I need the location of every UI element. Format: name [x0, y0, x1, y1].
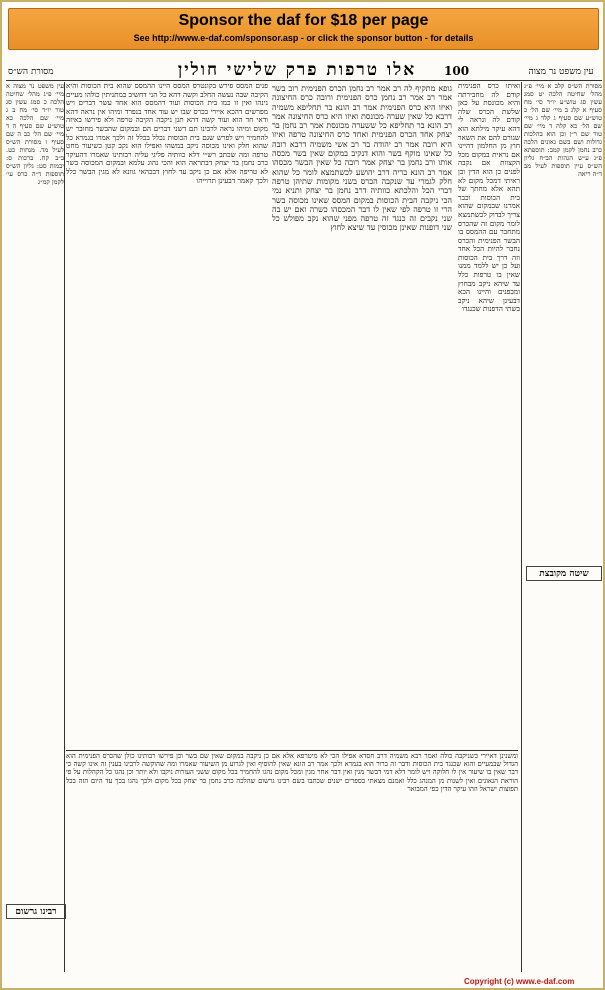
sponsor-banner[interactable] — [8, 8, 599, 50]
rabbeinu-gershom-heading: רבינו גרשום — [6, 904, 66, 919]
copyright-link[interactable]: Copyright (c) www.e-daf.com — [464, 977, 575, 986]
runhead-left: מסורת הש״ס — [8, 67, 54, 77]
divider-left-margin — [64, 82, 65, 972]
left-margin-notes: עין משפט נר מצוה א מיי׳ פ״ג מהל׳ שחיטה הלכה כ סמג עשין סג טור יו״ד סי׳ מח ב ג מיי׳ שם הלכה כא טוש״ע שם סעיף ה ד מיי׳ שם הל׳ כב ה שם סעיף ו מסורת הש״ס לעיל מד. מנחות כט. ב״ב קח. ברכות ס: יבמות סט: גליון הש״ס תוספות ד״ה כרס עי׳ לקמן קמ״ג — [6, 82, 64, 186]
right-margin-notes: מסורת הש״ס קלב א מיי׳ פ״ג מהל׳ שחיטה הלכה יט סמג עשין סג טוש״ע יו״ד סי׳ מח סעיף א קלג ב מיי׳ שם הל׳ כ טוש״ע שם סעיף ג קלד ג מיי׳ שם הל׳ כא קלה ד מיי׳ שם טור שם ר״ן וכן הוא בהלכות גדולות ושם בשם גאונים הלכה כרב נחמן לקמן קמב: תוספתא פ״ג ע״ש הגהות הב״ח גליון הש״ס עיין תוספות לעיל מב ד״ה ריאה — [524, 82, 602, 178]
runhead-right: עין משפט נר מצוה — [528, 67, 594, 77]
shita-mekubetzet-heading: שיטה מקובצת — [526, 566, 602, 581]
chapter-header: אלו טרפות פרק שלישי חולין — [177, 60, 417, 80]
sponsor-banner-title[interactable]: Sponsor the daf for $18 per page — [178, 12, 429, 29]
page-number: 100 — [444, 64, 470, 78]
rashi-commentary: ואיתו כרס הפנימית קודם לה מחבירתה והיא מכונסת על כאן שלשת הכרס שלה קודם לה ונראה לי דהא עיקר מילתא הוא שגורם להם את השאר חוץ מן החלמון דהיינו אם נראית במקום מכל הקצוות אם נקבה לפנים כן הוא הדין וכן ראיתי דמכל מקום לא תהא אלא מחתך של בית הכוסות וכבר אמרנו שבמקום שהוא צריך לבדוק לכשתמצא לומר מקום זה שהכרס מתחבר עם ההמסס בו הבשר הפנימית והכרס נחבר להיות הכל אחד וזה דרך בית הכוסות ועל כן יש ללמד ממנו שאין בו טרפות כלל עד שיהא ניקב מבחוץ ומבפנים והיינו הכא דבעינן שיהא ניקב בשתי הדפנות שכנגדו — [458, 82, 520, 314]
divider-right-margin — [521, 82, 522, 972]
bottom-commentary: ומשנינן דאיירי כשניקבה כולה ואמר רבא משמיה דרב חסדא אפילו הכי לא מיטרפא אלא אם כן ניקבה במקום שאין שם בשר וכן פירשו רבותינו כולן שהכרס הפנימית הוא הגדול שבמעיים והוא שכנגד בית הכוסות ודבר זה ברור הוא בגמרא ולכך אמר רב הונא שאין להוסיף ואין לגרוע מן השיעור שאמרו ומה שהוקשה לרבינו בענין זה אינו קשה כי דבר שאין בו שיעור אין לו חלוקה ויש לומר דלא דמי דבשר מגין ואין דבר אחר מגין ומכל מקום נהגו להחמיר בכל מקום ששני העורות ניקבו ולא יותר וכן נהגו כל הקהלות על פי הוראת הגאונים ואין לשנות מן המנהג כלל ואמנם מצאתי בספרים ישנים שכתבו בשם רבינו גרשום שהלכה כרב נחמן בר יצחק בכל מקום ולכך נהגו בכך עד היום הזה בכל תפוצות ישראל וזהו עיקר הדין כפי המבואר — [66, 752, 518, 793]
tosafot-commentary: פנים המסס פירש בקונטרס המסס היינו ההמסס שהוא בית הכוסות והיא הקיבה שבה נעשה החלב וקשה דהא כל הני דחשיב במתניתין כולהו מעיים נינהו ואין זו כמו בית הכוסות ועוד דהמסס הוא אחד עשר דברים ויש מפרשים דהכא איירי בכרס שבו יש עוד אחד בנפרד ומיהו אין נראה דהא ודאי חד הוא ועוד קשה דהא תנן ניקבה הקיבה טרפה ולא פירשו באיזה מקום ומיהו נראה לרבינו תם דשני דברים הם ובמקום שהבשר מחובר יש להחמיר ויש לפרש שגם בית הכוסות נכלל בכלל זה ולכך אמרו בגמרא כל שהוא חלק ואינו מכוסה ניקב במשהו ואפילו הוא נקב קטן כשיעור מחט טרפה ומה שכתב רש״י דלא כוותיה פליגי עליה רבותינו שאמרו דהעיקר כרב נחמן בר יצחק דבתראה הוא והכי נהוג עלמא ובמקום המכוסה בשר לא טריפה אלא אם כן ניקב עד לחוץ דבכהאי גוונא לא מגין הבשר כלל ולכך קאמר דבעינן תרוייהו — [66, 82, 268, 185]
sponsor-banner-subtitle[interactable]: See http://www.e-daf.com/sponsor.asp - or click the sponsor button - for details — [133, 33, 474, 43]
divider-top — [6, 80, 602, 81]
gemara-text: גופא מתקיף לה רב אמר רב נחמן הכרס הפנימית רוב בשר אמר רב אמר רב נחמן כרס הפנימית ורובה כרס החיצונה ואיזו היא כרס הפנימית אמר רב הונא בר תחליפא משמיה דרבא כל שאין שערה מכונסת ואיזו היא כרס החיצונה אמר רב הונא בר תחליפא כל ששערה מכונסת אמר רב נחמן בר יצחק אחד הכרס הפנימית ואחד כרס החיצונה טרפה ואיזו היא רובה אמר רב יהודה בר רב אשי משמיה דרבא רובה כל שאינו מוקף בשר והוא דנקיב במקום שאין בשר מכסה אותו ורב נחמן בר יצחק אמר רובה כל שאין הבשר מכסהו אמר רב הונא בריה דרב יהושע לכשתמצא לומר כל שהוא חלק לגמרי עד שנקבה הכרס בשני מקומות שתיהן טרפה דברי הכל והלכתא כוותיה דרב נחמן בר יצחק ותניא נמי הכי ניקבה הבית הכוסות במקום המסס שאינו מכוסה בשר הרי זו טרפה לפי שאין לו דבר המכסהו כשרה ואם יש בה שני נקבים זה כנגד זה טרפה מפני שהוא נקב מפולש כל שני דופנות שאינן מכוסין עד שיצא לחוץ — [272, 84, 452, 233]
divider-bottom — [66, 750, 518, 751]
